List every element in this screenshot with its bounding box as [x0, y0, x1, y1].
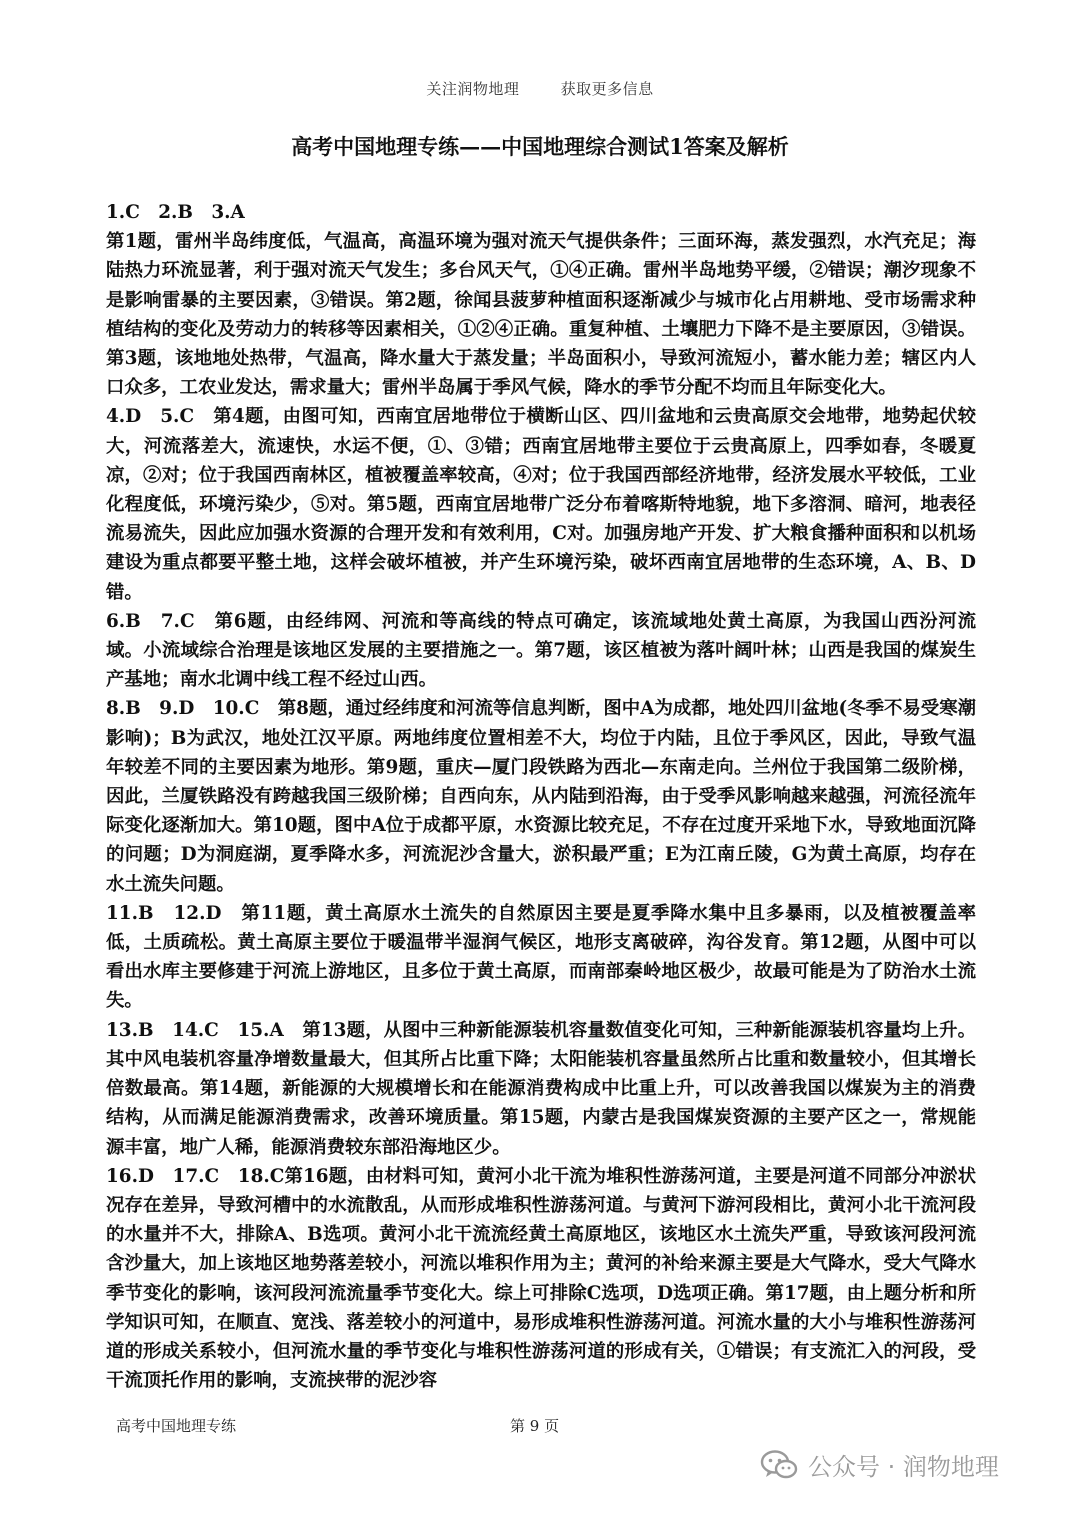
answer-paragraph: 4.D 5.C 第4题，由图可知，西南宜居地带位于横断山区、四川盆地和云贵高原交会地带，地势起伏较大，河流落差大，流速快，水运不便，①、③错；西南宜居地带主要位于云贵高原上，四季如春，冬暖夏凉，②对；位于我国西南林区，植被覆盖率较高，④对；位于我国西部经济地带，经济发展水平较低，工业化程度低，环境污染少，⑤对。第5题，西南宜居地带广泛分布着喀斯特地貌，地下多溶洞、暗河，地表径流易流失，因此应加强水资源的合理开发和有效利用，C对。加强房地产开发、扩大粮食播种面积和以机场建设为重点都要平整土地，这样会破坏植被，并产生环境污染，破坏西南宜居地带的生态环境，A、B、D错。	[106, 406, 976, 603]
page-title: 高考中国地理专练——中国地理综合测试1答案及解析	[291, 134, 789, 159]
footer-series-name: 高考中国地理专练	[116, 1417, 237, 1435]
answer-paragraph: 第1题，雷州半岛纬度低，气温高，高温环境为强对流天气提供条件；三面环海，蒸发强烈，水汽充足；海陆热力环流显著，利于强对流天气发生；多台风天气，①④正确。雷州半岛地势平缓，②错误；潮汐现象不是影响雷暴的主要因素，③错误。第2题，徐闻县菠萝种植面积逐渐减少与城市化占用耕地、受市场需求种植结构的变化及劳动力的转移等因素相关，①②④正确。重复种植、土壤肥力下降不是主要原因，③错误。第3题，该地地处热带，气温高，降水量大于蒸发量；半岛面积小，导致河流短小，蓄水能力差；辖区内人口众多，工农业发达，需求量大；雷州半岛属于季风气候，降水的季节分配不均而且年际变化大。	[106, 231, 976, 399]
wechat-icon	[760, 1449, 798, 1481]
header-info-text: 获取更多信息	[560, 80, 654, 98]
watermark	[760, 1447, 999, 1482]
answer-paragraph: 6.B 7.C 第6题，由经纬网、河流和等高线的特点可确定，该流域地处黄土高原，为我国山西汾河流域。小流域综合治理是该地区发展的主要措施之一。第7题，该区植被为落叶阔叶林；山西是我国的煤炭生产基地；南水北调中线工程不经过山西。	[106, 610, 976, 691]
answer-paragraph: 1.C 2.B 3.A	[106, 202, 245, 223]
header-note	[0, 78, 1080, 99]
answer-body	[106, 198, 976, 1395]
answer-paragraph: 11.B 12.D 第11题，黄土高原水土流失的自然原因主要是夏季降水集中且多暴雨，以及植被覆盖率低，土质疏松。黄土高原主要位于暖温带半湿润气候区，地形支离破碎，沟谷发育。第12题，从图中可以看出水库主要修建于河流上游地区，且多位于黄土高原，而南部秦岭地区极少，故最可能是为了防治水土流失。	[106, 902, 976, 1012]
answer-paragraph: 16.D 17.C 18.C第16题，由材料可知，黄河小北干流为堆积性游荡河道，主要是河道不同部分冲淤状况存在差异，导致河槽中的水流散乱，从而形成堆积性游荡河道。与黄河下游河段相比，黄河小北干流河段的水量并不大，排除A、B选项。黄河小北干流流经黄土高原地区，该地区水土流失严重，导致该河段河流含沙量大，加上该地区地势落差较小，河流以堆积作用为主；黄河的补给来源主要是大气降水，受大气降水季节变化的影响，该河段河流流量季节变化大。综上可排除C选项，D选项正确。第17题，由上题分析和所学知识可知，在顺直、宽浅、落差较小的河道中，易形成堆积性游荡河道。河流水量的大小与堆积性游荡河道的形成关系较小，但河流水量的季节变化与堆积性游荡河道的形成有关，①错误；有支流汇入的河段，受干流顶托作用的影响，支流挟带的泥沙容	[106, 1165, 976, 1392]
watermark-text: 公众号 · 润物地理	[808, 1453, 999, 1481]
page-number: 第 9 页	[510, 1417, 560, 1435]
answer-paragraph: 8.B 9.D 10.C 第8题，通过经纬度和河流等信息判断，图中A为成都，地处四川盆地(冬季不易受寒潮影响)；B为武汉，地处江汉平原。两地纬度位置相差不大，均位于内陆，且位于季风区，因此，导致气温年较差不同的主要因素为地形。第9题，重庆—厦门段铁路为西北—东南走向。兰州位于我国第二级阶梯，因此，兰厦铁路没有跨越我国三级阶梯；自西向东，从内陆到沿海，由于受季风影响越来越强，河流径流年际变化逐渐加大。第10题，图中A位于成都平原，水资源比较充足，不存在过度开采地下水，导致地面沉降的问题；D为洞庭湖，夏季降水多，河流泥沙含量大，淤积最严重；E为江南丘陵，G为黄土高原，均存在水土流失问题。	[106, 698, 976, 895]
header-follow-text: 关注润物地理	[426, 80, 520, 98]
answer-paragraph: 13.B 14.C 15.A 第13题，从图中三种新能源装机容量数值变化可知，三种新能源装机容量均上升。其中风电装机容量净增数量最大，但其所占比重下降；太阳能装机容量虽然所占比重和数量较小，但其增长倍数最高。第14题，新能源的大规模增长和在能源消费构成中比重上升，可以改善我国以煤炭为主的消费结构，从而满足能源消费需求，改善环境质量。第15题，内蒙古是我国煤炭资源的主要产区之一，常规能源丰富，地广人稀，能源消费较东部沿海地区少。	[106, 1019, 976, 1158]
